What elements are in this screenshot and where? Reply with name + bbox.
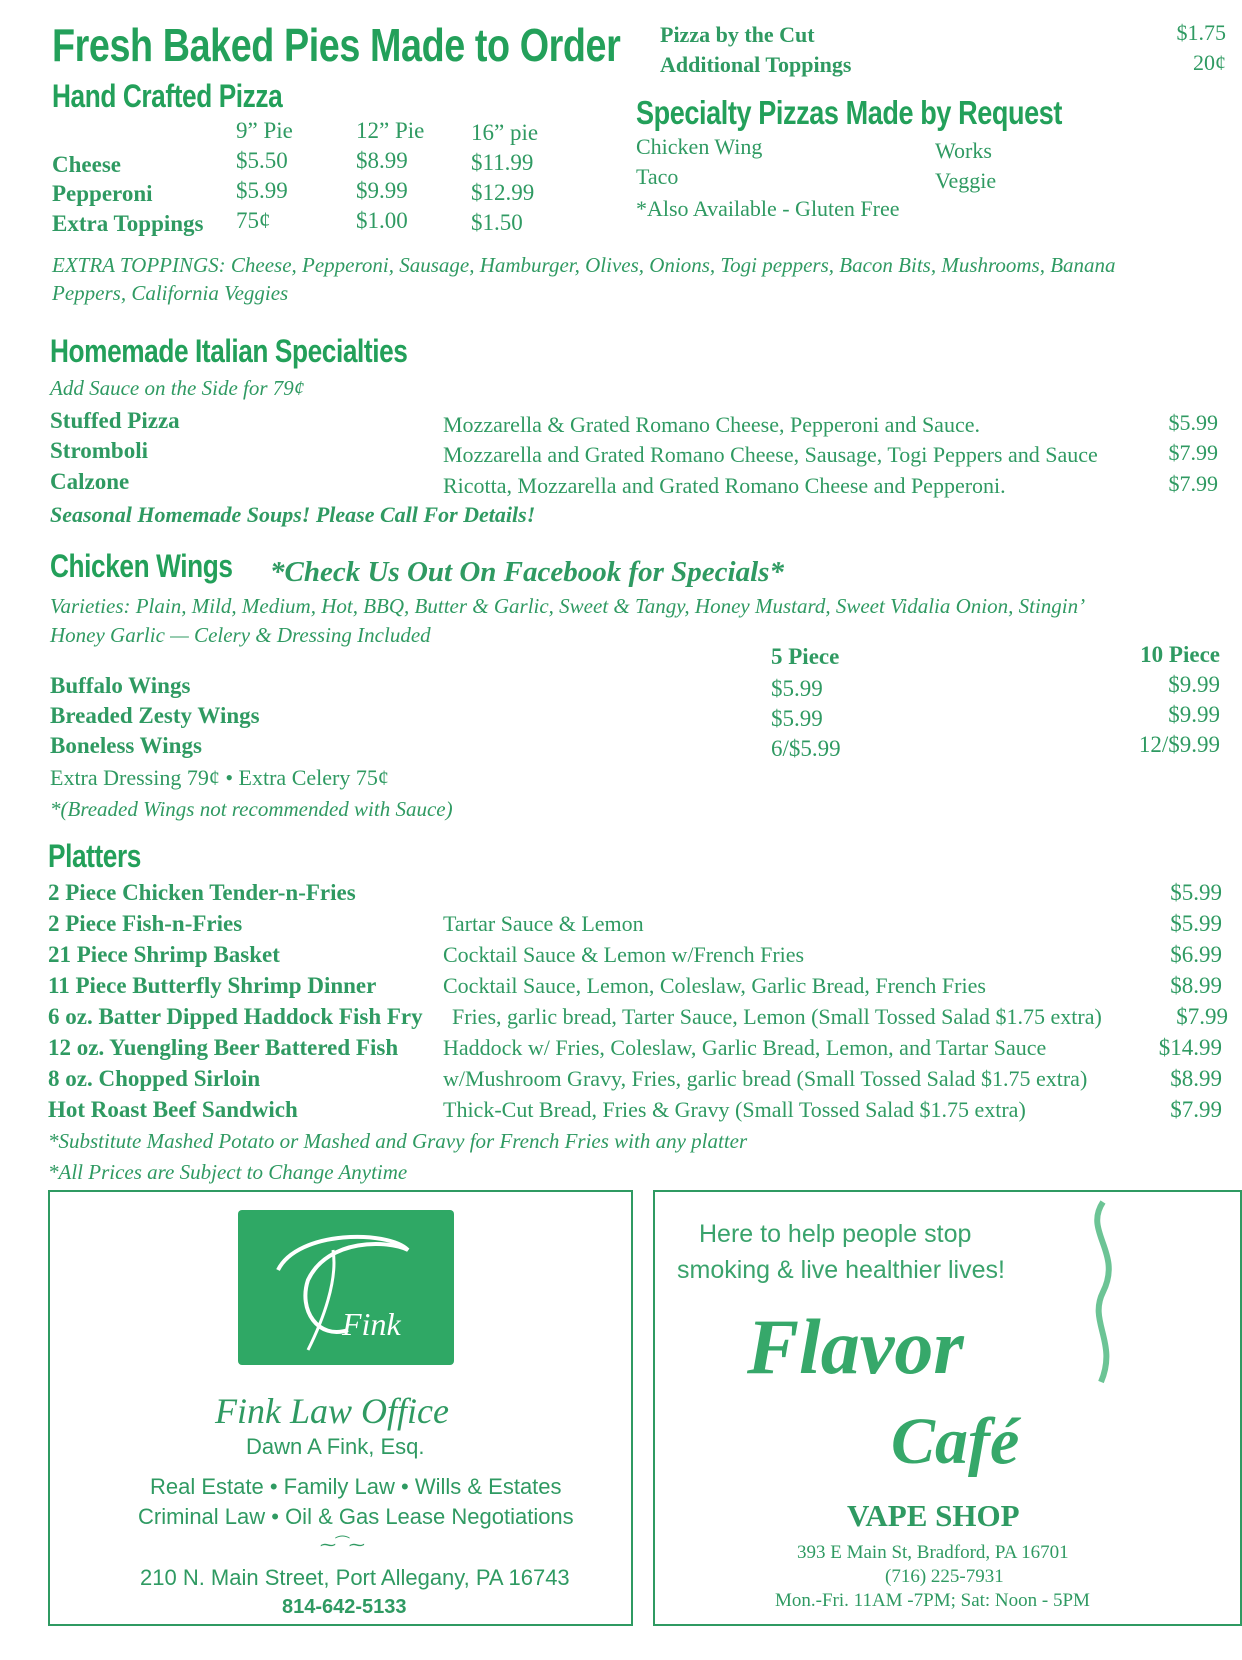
pizza-row-name: Extra Toppings: [52, 211, 204, 236]
wing-extras: Extra Dressing 79¢ • Extra Celery 75¢: [50, 765, 389, 790]
fink-logo: [238, 1210, 454, 1365]
wings-heading: Chicken Wings: [50, 548, 233, 584]
platter-price: $6.99: [1170, 942, 1222, 967]
italian-item-price: $7.99: [1168, 440, 1218, 465]
extra-toppings-list-cont: Peppers, California Veggies: [52, 281, 289, 305]
soups-note: Seasonal Homemade Soups! Please Call For Details!: [50, 502, 536, 527]
wing-varieties-cont: Honey Garlic — Celery & Dressing Included: [50, 623, 431, 647]
smoke-wisp-icon: [1073, 1192, 1133, 1392]
specialty-heading: Specialty Pizzas Made by Request: [636, 94, 1063, 131]
platter-desc: Haddock w/ Fries, Coleslaw, Garlic Bread, Lemon, and Tartar Sauce: [443, 1035, 1047, 1060]
gluten-free-note: *Also Available - Gluten Free: [636, 196, 900, 221]
vape-phone: (716) 225-7931: [885, 1566, 1004, 1587]
pizza-row-price: $9.99: [356, 178, 408, 203]
platter-price: $5.99: [1170, 911, 1222, 936]
italian-item-name: Stromboli: [50, 438, 148, 463]
wing-item-5: $5.99: [771, 706, 823, 731]
wing-item-10: 12/$9.99: [1138, 732, 1220, 757]
size-16: 16” pie: [471, 120, 539, 145]
breaded-wings-note: *(Breaded Wings not recommended with Sauce): [50, 797, 453, 821]
fink-phone: 814-642-5133: [282, 1596, 407, 1618]
wings-col-10: 10 Piece: [1140, 642, 1220, 667]
italian-item-desc: Mozzarella and Grated Romano Cheese, Sausage, Togi Peppers and Sauce: [443, 442, 1098, 467]
vape-tagline-cont: smoking & live healthier lives!: [677, 1256, 1005, 1284]
platter-desc: Thick-Cut Bread, Fries & Gravy (Small Tossed Salad $1.75 extra): [443, 1097, 1026, 1122]
platter-desc: Cocktail Sauce, Lemon, Coleslaw, Garlic Bread, French Fries: [443, 973, 986, 998]
platters-heading: Platters: [48, 838, 141, 874]
platter-price: $8.99: [1170, 1066, 1222, 1091]
platter-price: $8.99: [1170, 973, 1222, 998]
fink-address: 210 N. Main Street, Port Allegany, PA 16743: [140, 1565, 570, 1590]
specialty-item: Taco: [636, 164, 679, 189]
size-12: 12” Pie: [356, 118, 425, 143]
platter-price: $7.99: [1176, 1004, 1228, 1029]
fink-office-name: Fink Law Office: [215, 1391, 449, 1431]
specialty-item: Works: [935, 138, 992, 163]
italian-item-price: $5.99: [1168, 410, 1218, 435]
platter-desc: Fries, garlic bread, Tarter Sauce, Lemon (Small Tossed Salad $1.75 extra): [452, 1004, 1102, 1029]
fink-services-cont: Criminal Law • Oil & Gas Lease Negotiations: [138, 1504, 574, 1529]
pizza-row-name: Cheese: [52, 152, 121, 177]
platter-name: 21 Piece Shrimp Basket: [48, 942, 280, 967]
platter-price: $5.99: [1170, 880, 1222, 905]
flavor-brand: Flavor: [747, 1303, 964, 1390]
wing-item-name: Boneless Wings: [50, 733, 202, 758]
platter-desc: Cocktail Sauce & Lemon w/French Fries: [443, 942, 805, 967]
specialty-item: Veggie: [935, 168, 997, 193]
fink-attorney: Dawn A Fink, Esq.: [246, 1434, 425, 1459]
pizza-by-cut-label: Pizza by the Cut: [660, 22, 815, 47]
platter-name: Hot Roast Beef Sandwich: [48, 1097, 298, 1122]
facebook-specials: *Check Us Out On Facebook for Specials*: [270, 556, 784, 588]
wings-col-5: 5 Piece: [771, 644, 840, 669]
platter-desc: w/Mushroom Gravy, Fries, garlic bread (Small Tossed Salad $1.75 extra): [443, 1066, 1088, 1091]
pizza-row-price: $8.99: [356, 148, 408, 173]
wing-item-name: Buffalo Wings: [50, 673, 191, 698]
fink-law-ad: [48, 1190, 633, 1626]
sauce-note: Add Sauce on the Side for 79¢: [50, 376, 305, 400]
specialty-item: Chicken Wing: [636, 134, 763, 159]
platter-name: 8 oz. Chopped Sirloin: [48, 1066, 261, 1091]
pizza-heading: Hand Crafted Pizza: [52, 78, 283, 114]
additional-toppings-label: Additional Toppings: [660, 52, 852, 77]
wing-item-5: $5.99: [771, 676, 823, 701]
platter-name: 2 Piece Fish-n-Fries: [48, 911, 243, 936]
vape-tagline: Here to help people stop: [699, 1220, 972, 1248]
cafe-brand: Café: [891, 1405, 1020, 1478]
additional-toppings-price: 20¢: [1193, 50, 1226, 75]
size-9: 9” Pie: [236, 118, 293, 143]
italian-item-desc: Mozzarella & Grated Romano Cheese, Pepperoni and Sauce.: [443, 412, 980, 437]
platter-name: 2 Piece Chicken Tender-n-Fries: [48, 880, 356, 905]
extra-toppings-list: EXTRA TOPPINGS: Cheese, Pepperoni, Sausage, Hamburger, Olives, Onions, Togi peppers, Bacon Bits, Mushrooms, Banana: [52, 253, 1116, 277]
pizza-row-price: $1.50: [471, 210, 523, 235]
vape-shop-label: VAPE SHOP: [847, 1498, 1020, 1533]
italian-item-price: $7.99: [1168, 471, 1218, 496]
wing-varieties: Varieties: Plain, Mild, Medium, Hot, BBQ, Butter & Garlic, Sweet & Tangy, Honey Mustard, Sweet Vidalia Onion, Stingin’: [50, 594, 1086, 618]
pizza-row-name: Pepperoni: [52, 181, 153, 206]
platter-price: $14.99: [1158, 1035, 1222, 1060]
wing-item-5: 6/$5.99: [771, 736, 841, 761]
fink-services: Real Estate • Family Law • Wills & Estates: [150, 1474, 562, 1499]
substitute-note: *Substitute Mashed Potato or Mashed and Gravy for French Fries with any platter: [48, 1129, 748, 1153]
pizza-row-price: $5.50: [236, 148, 288, 173]
page-title: Fresh Baked Pies Made to Order: [52, 19, 621, 71]
platter-name: 12 oz. Yuengling Beer Battered Fish: [48, 1035, 399, 1060]
flavor-cafe-ad: [653, 1190, 1242, 1626]
italian-item-desc: Ricotta, Mozzarella and Grated Romano Cheese and Pepperoni.: [443, 473, 1006, 498]
italian-heading: Homemade Italian Specialties: [50, 333, 408, 369]
pizza-row-price: $1.00: [356, 208, 408, 233]
platter-price: $7.99: [1170, 1097, 1222, 1122]
pizza-by-cut-price: $1.75: [1176, 20, 1226, 45]
pizza-row-price: $12.99: [471, 180, 535, 205]
italian-item-name: Stuffed Pizza: [50, 408, 180, 433]
ornament-icon: ⁓⁀⁓: [320, 1537, 365, 1554]
platter-name: 11 Piece Butterfly Shrimp Dinner: [48, 973, 377, 998]
vape-address: 393 E Main St, Bradford, PA 16701: [797, 1542, 1069, 1563]
wing-item-10: $9.99: [1168, 672, 1220, 697]
wing-item-name: Breaded Zesty Wings: [50, 703, 260, 728]
prices-note: *All Prices are Subject to Change Anytime: [48, 1160, 408, 1184]
fink-logo-text: Fink: [342, 1306, 401, 1342]
italian-item-name: Calzone: [50, 469, 130, 494]
pizza-row-price: 75¢: [236, 208, 271, 233]
pizza-row-price: $5.99: [236, 178, 288, 203]
platter-desc: Tartar Sauce & Lemon: [443, 911, 644, 936]
platter-name: 6 oz. Batter Dipped Haddock Fish Fry: [48, 1004, 423, 1029]
wing-item-10: $9.99: [1168, 702, 1220, 727]
pizza-row-price: $11.99: [471, 150, 534, 175]
vape-hours: Mon.-Fri. 11AM -7PM; Sat: Noon - 5PM: [775, 1590, 1090, 1611]
